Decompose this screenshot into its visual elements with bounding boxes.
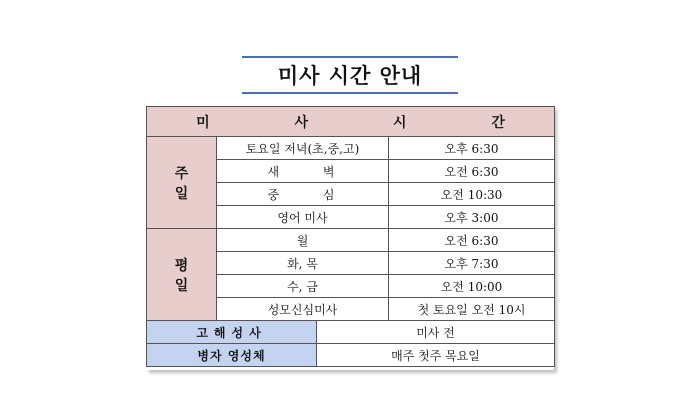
row-time: 오전 6:30 [389,160,555,183]
table-row [147,344,555,367]
group-label-weekday: 평 일 [147,229,217,321]
mass-schedule-sheet [146,106,554,370]
page-title: 미사 시간 안내 [277,64,423,88]
table-row [147,229,555,252]
row-time: 오후 7:30 [389,252,555,275]
row-name: 중 심 [217,183,389,206]
extra-label: 병자 영성체 [147,344,317,367]
row-name: 화, 목 [217,252,389,275]
row-name: 새 벽 [217,160,389,183]
row-name: 수, 금 [217,275,389,298]
extra-label: 고해성사 [147,321,317,344]
mass-schedule-table [146,106,555,367]
row-time: 오후 3:00 [389,206,555,229]
title-banner [242,56,458,94]
group-label-sunday: 주 일 [147,137,217,229]
row-name: 성모신심미사 [217,298,389,321]
table-header-row [147,107,555,137]
table-row [147,137,555,160]
extra-value: 매주 첫주 목요일 [317,344,555,367]
table-row [147,321,555,344]
row-name: 영어 미사 [217,206,389,229]
row-time: 오전 10:00 [389,275,555,298]
row-name: 토요일 저녁(초,중,고) [217,137,389,160]
row-time: 오전 6:30 [389,229,555,252]
row-name: 월 [217,229,389,252]
row-time: 오전 10:30 [389,183,555,206]
row-time: 오후 6:30 [389,137,555,160]
extra-value: 미사 전 [317,321,555,344]
table-header: 미 사 시 간 [147,107,555,137]
row-time: 첫 토요일 오전 10시 [389,298,555,321]
